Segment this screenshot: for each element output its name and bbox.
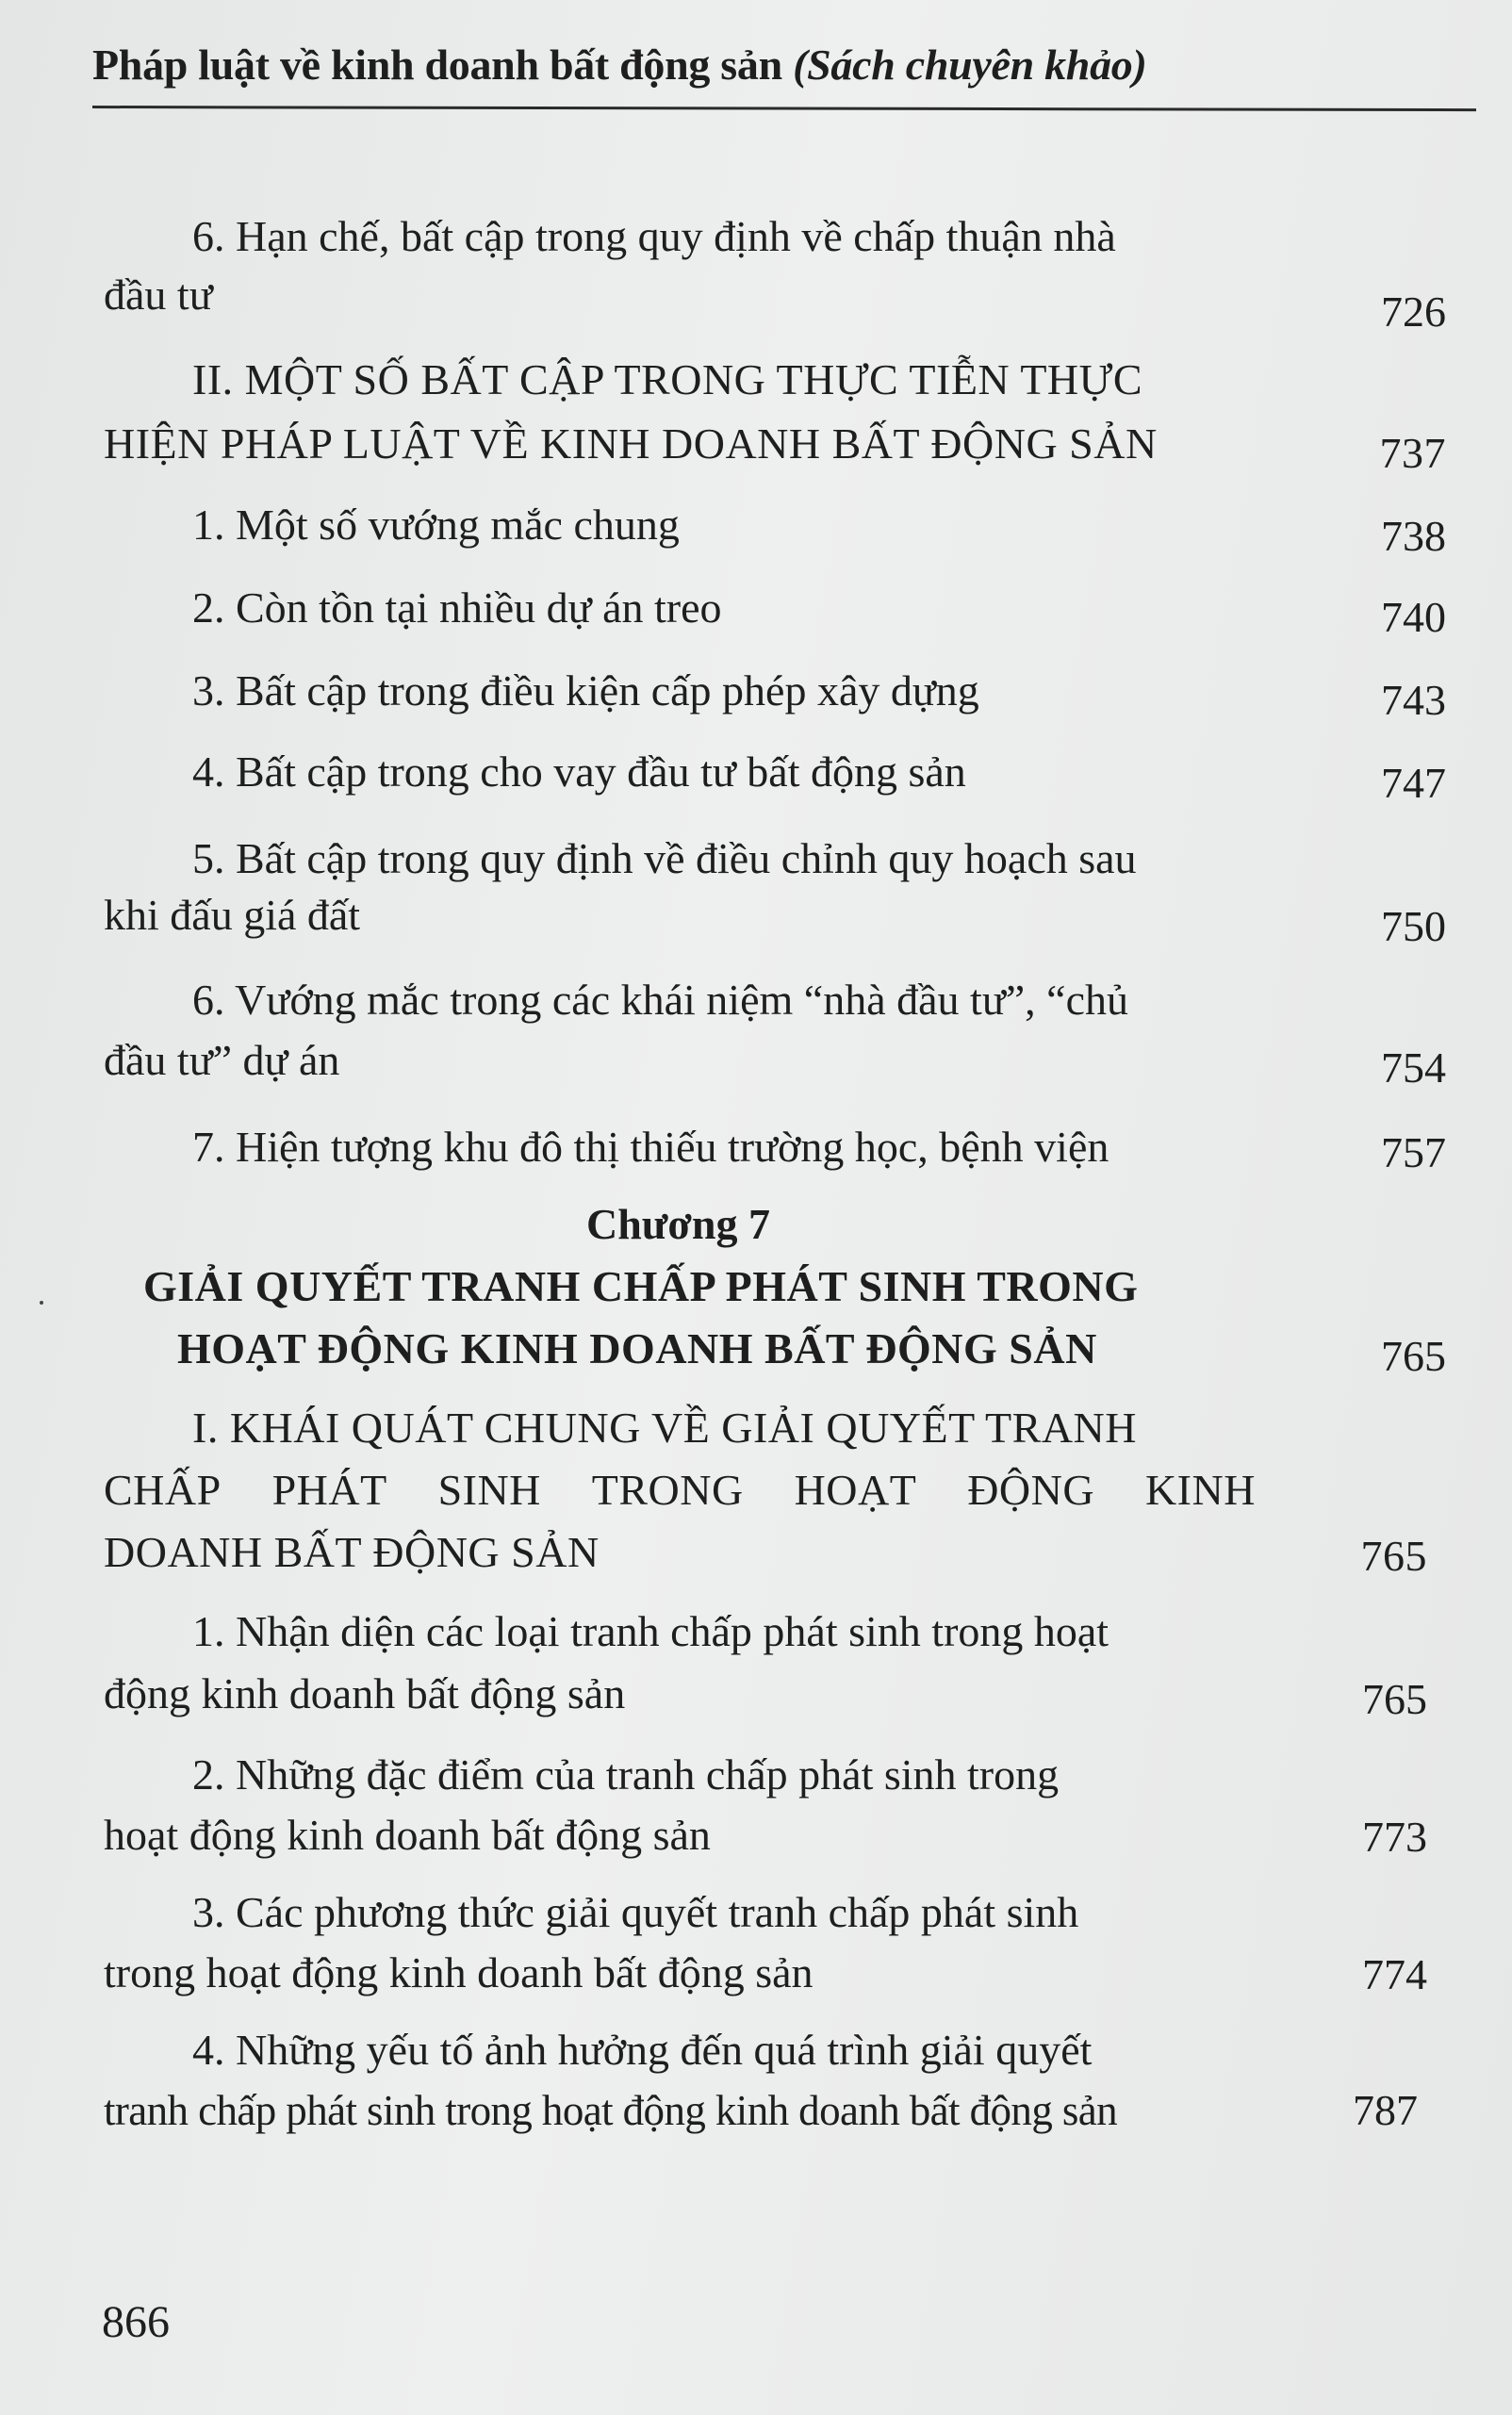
toc-page-number: 787: [1353, 2086, 1418, 2134]
toc-entry-line: khi đấu giá đất: [104, 891, 361, 939]
toc-page-number: 757: [1381, 1128, 1446, 1176]
word: PHÁT: [271, 1466, 387, 1514]
header-rule: [92, 106, 1476, 111]
header-title-main: Pháp luật về kinh doanh bất động sản: [92, 41, 782, 89]
toc-entry-line: I. KHÁI QUÁT CHUNG VỀ GIẢI QUYẾT TRANH: [192, 1404, 1137, 1452]
word: ĐỘNG: [967, 1466, 1095, 1514]
running-header: [92, 40, 1147, 90]
toc-entry-line: 2. Những đặc điểm của tranh chấp phát sinh trong: [192, 1750, 1060, 1799]
toc-entry-line: 7. Hiện tượng khu đô thị thiếu trường học, bệnh viện: [192, 1123, 1109, 1171]
toc-entry-line: 5. Bất cập trong quy định về điều chỉnh quy hoạch sau: [192, 834, 1137, 882]
toc-entry-line: II. MỘT SỐ BẤT CẬP TRONG THỰC TIỄN THỰC: [192, 355, 1143, 403]
toc-page-number: 774: [1362, 1950, 1427, 1998]
toc-page-number: 765: [1360, 1532, 1427, 1580]
toc-entry-line: 6. Hạn chế, bất cập trong quy định về chấp thuận nhà: [192, 212, 1116, 260]
toc-entry-line: 4. Bất cập trong cho vay đầu tư bất động sản: [192, 748, 966, 796]
word: TRONG: [591, 1466, 744, 1514]
toc-page-number: 765: [1381, 1332, 1446, 1380]
toc-entry-line: đầu tư” dự án: [104, 1036, 340, 1084]
word: HOẠT: [794, 1466, 917, 1514]
toc-entry-line: 1. Một số vướng mắc chung: [192, 501, 680, 549]
toc-entry-line: 3. Các phương thức giải quyết tranh chấp phát sinh: [192, 1888, 1079, 1936]
page-number: 866: [102, 2297, 170, 2347]
toc-entry-line: 3. Bất cập trong điều kiện cấp phép xây dựng: [192, 666, 979, 715]
chapter-title-line: HOẠT ĐỘNG KINH DOANH BẤT ĐỘNG SẢN: [177, 1324, 1097, 1372]
toc-page-number: 738: [1381, 512, 1446, 560]
toc-entry-line: 1. Nhận diện các loại tranh chấp phát sinh trong hoạt: [192, 1607, 1109, 1655]
toc-entry-line-justified: [104, 1461, 1256, 1520]
toc-page-number: 765: [1362, 1675, 1427, 1723]
toc-page-number: 747: [1381, 759, 1446, 807]
word: SINH: [437, 1466, 541, 1514]
toc-entry-line: hoạt động kinh doanh bất động sản: [104, 1811, 711, 1859]
toc-entry-line: HIỆN PHÁP LUẬT VỀ KINH DOANH BẤT ĐỘNG SẢN: [104, 419, 1158, 468]
chapter-title-line: GIẢI QUYẾT TRANH CHẤP PHÁT SINH TRONG: [143, 1262, 1139, 1310]
toc-entry-line: đầu tư: [104, 271, 213, 319]
toc-page-number: 773: [1362, 1813, 1427, 1861]
toc-entry-line: DOANH BẤT ĐỘNG SẢN: [104, 1528, 600, 1576]
toc-entry-line: tranh chấp phát sinh trong hoạt động kinh doanh bất động sản: [104, 2087, 1118, 2134]
word: CHẤP: [104, 1466, 222, 1514]
toc-page-number: 740: [1381, 593, 1446, 641]
speck: [40, 1301, 43, 1305]
toc-entry-line: 4. Những yếu tố ảnh hưởng đến quá trình giải quyết: [192, 2026, 1093, 2074]
toc-entry-line: 6. Vướng mắc trong các khái niệm “nhà đầu tư”, “chủ: [192, 976, 1128, 1024]
toc-page-number: 743: [1381, 676, 1446, 724]
toc-page-number: 726: [1381, 288, 1446, 336]
header-title-sub: (Sách chuyên khảo): [793, 41, 1147, 89]
chapter-label: Chương 7: [586, 1200, 770, 1248]
toc-entry-line: động kinh doanh bất động sản: [104, 1669, 626, 1717]
toc-page-number: 754: [1381, 1043, 1446, 1092]
toc-entry-line: trong hoạt động kinh doanh bất động sản: [104, 1948, 814, 1996]
toc-page-number: 750: [1381, 902, 1446, 950]
word: KINH: [1144, 1466, 1256, 1514]
toc-entry-line: 2. Còn tồn tại nhiều dự án treo: [192, 583, 722, 632]
toc-page-number: 737: [1379, 429, 1446, 477]
